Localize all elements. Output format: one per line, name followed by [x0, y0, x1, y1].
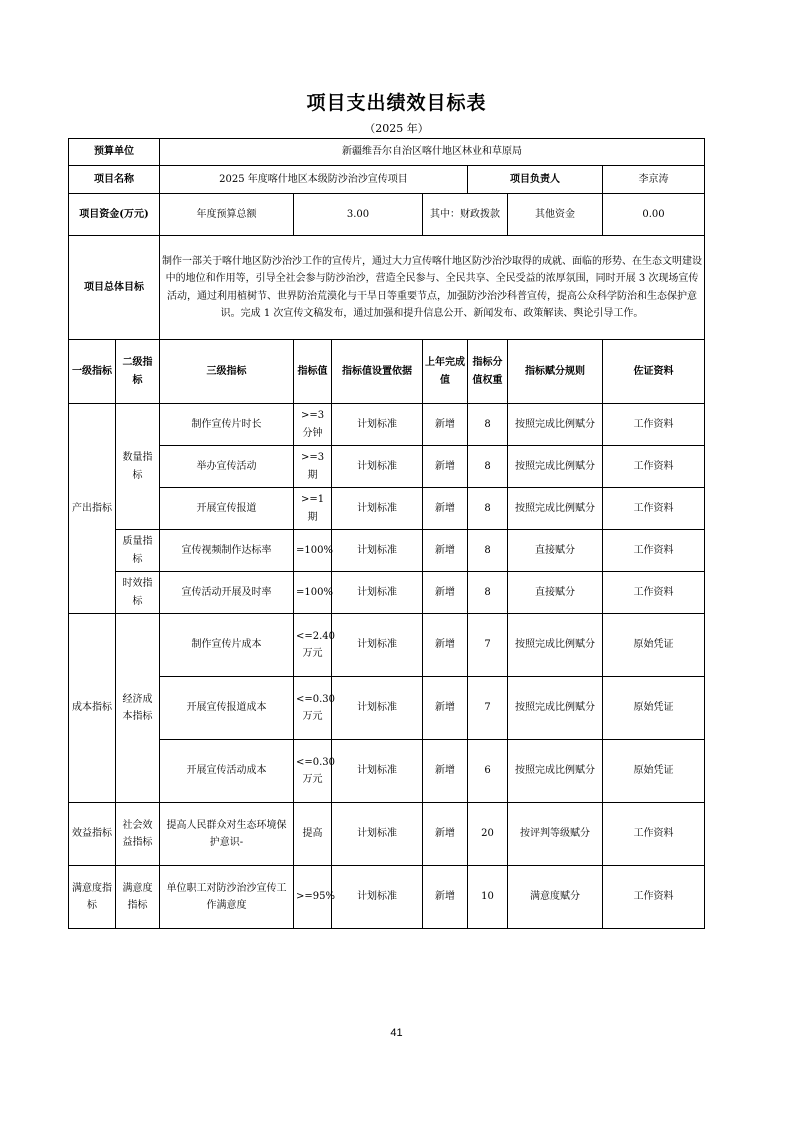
indicator-basis: 计划标准	[332, 572, 423, 614]
indicator-weight: 20	[468, 803, 508, 866]
table-row	[69, 740, 705, 803]
indicator-value: >=3分钟	[294, 404, 332, 446]
header-last-year: 上年完成值	[423, 340, 468, 404]
indicator-basis: 计划标准	[332, 614, 423, 677]
indicator-basis: 计划标准	[332, 677, 423, 740]
indicator-value: >=1期	[294, 488, 332, 530]
indicator-basis: 计划标准	[332, 488, 423, 530]
indicator-last-year: 新增	[423, 446, 468, 488]
indicator-rule: 满意度赋分	[508, 866, 603, 929]
project-name-label: 项目名称	[69, 166, 160, 194]
indicator-evidence: 原始凭证	[603, 614, 705, 677]
indicator-rule: 直接赋分	[508, 530, 603, 572]
indicator-weight: 10	[468, 866, 508, 929]
indicator-name: 制作宣传片成本	[160, 614, 294, 677]
indicator-last-year: 新增	[423, 740, 468, 803]
indicator-weight: 6	[468, 740, 508, 803]
subgroup-social-benefit: 社会效益指标	[116, 803, 160, 866]
goal-text: 制作一部关于喀什地区防沙治沙工作的宣传片，通过大力宣传喀什地区防沙治沙取得的成就、面临的形势、在生态文明建设中的地位和作用等，引导全社会参与防沙治沙，营造全民参与、全民共享、全民受益的浓厚氛围，同时开展 3 次现场宣传活动，通过利用植树节、世界防治荒漠化与干旱日等重要节点，加强防沙治沙科普宣传，提高公众科学防治和生态保护意识。完成 1 次宣传文稿发布，通过加强和提升信息公开、新闻发布、政策解读、舆论引导工作。	[160, 236, 705, 340]
header-level3: 三级指标	[160, 340, 294, 404]
indicator-evidence: 工作资料	[603, 866, 705, 929]
indicator-name: 单位职工对防沙治沙宣传工作满意度	[160, 866, 294, 929]
indicator-evidence: 工作资料	[603, 803, 705, 866]
funds-label: 项目资金(万元)	[69, 194, 160, 236]
page-title: 项目支出绩效目标表	[306, 92, 487, 114]
header-evidence: 佐证资料	[603, 340, 705, 404]
indicator-value: =100%	[294, 572, 332, 614]
funds-row	[69, 194, 705, 236]
year-label: （2025 年）	[364, 122, 429, 135]
indicator-last-year: 新增	[423, 572, 468, 614]
indicator-rule: 按照完成比例赋分	[508, 446, 603, 488]
page-number: 41	[390, 1027, 403, 1039]
table-row	[69, 677, 705, 740]
indicator-evidence: 原始凭证	[603, 677, 705, 740]
indicator-rule: 按照完成比例赋分	[508, 740, 603, 803]
header-weight: 指标分值权重	[468, 340, 508, 404]
table-row	[69, 488, 705, 530]
indicator-evidence: 工作资料	[603, 488, 705, 530]
table-row	[69, 572, 705, 614]
indicator-weight: 7	[468, 614, 508, 677]
indicator-value: <=2.40万元	[294, 614, 332, 677]
indicator-evidence: 工作资料	[603, 446, 705, 488]
budget-unit-value: 新疆维吾尔自治区喀什地区林业和草原局	[160, 139, 705, 166]
goal-label: 项目总体目标	[69, 236, 160, 340]
indicator-value: >=3期	[294, 446, 332, 488]
project-leader-value: 李京涛	[603, 166, 705, 194]
table-row	[69, 446, 705, 488]
other-funds-value: 0.00	[603, 194, 705, 236]
indicator-basis: 计划标准	[332, 404, 423, 446]
indicator-name: 举办宣传活动	[160, 446, 294, 488]
indicator-name: 开展宣传活动成本	[160, 740, 294, 803]
header-basis: 指标值设置依据	[332, 340, 423, 404]
group-output: 产出指标	[69, 404, 116, 614]
indicator-name: 开展宣传报道	[160, 488, 294, 530]
indicator-value: >=95%	[294, 866, 332, 929]
indicator-rule: 按照完成比例赋分	[508, 614, 603, 677]
goal-row	[69, 236, 705, 340]
table-row	[69, 404, 705, 446]
header-rule: 指标赋分规则	[508, 340, 603, 404]
indicator-weight: 8	[468, 446, 508, 488]
table-row	[69, 803, 705, 866]
subgroup-quality: 质量指标	[116, 530, 160, 572]
indicator-value: =100%	[294, 530, 332, 572]
header-row	[69, 340, 705, 404]
indicator-value: <=0.30万元	[294, 740, 332, 803]
indicator-basis: 计划标准	[332, 740, 423, 803]
subgroup-quantity: 数量指标	[116, 404, 160, 530]
indicator-name: 宣传活动开展及时率	[160, 572, 294, 614]
indicator-value: 提高	[294, 803, 332, 866]
indicator-evidence: 工作资料	[603, 572, 705, 614]
other-funds-label: 其他资金	[508, 194, 603, 236]
fiscal-label: 其中：财政拨款	[423, 194, 508, 236]
indicator-last-year: 新增	[423, 404, 468, 446]
indicator-basis: 计划标准	[332, 803, 423, 866]
indicator-evidence: 工作资料	[603, 530, 705, 572]
indicator-weight: 8	[468, 572, 508, 614]
indicator-value: <=0.30万元	[294, 677, 332, 740]
project-name-value: 2025 年度喀什地区本级防沙治沙宣传项目	[160, 166, 468, 194]
indicator-rule: 按评判等级赋分	[508, 803, 603, 866]
performance-table	[68, 138, 705, 929]
budget-unit-row	[69, 139, 705, 166]
group-benefit: 效益指标	[69, 803, 116, 866]
indicator-rule: 按照完成比例赋分	[508, 404, 603, 446]
indicator-rule: 按照完成比例赋分	[508, 677, 603, 740]
annual-total-label: 年度预算总额	[160, 194, 294, 236]
group-cost: 成本指标	[69, 614, 116, 803]
indicator-last-year: 新增	[423, 677, 468, 740]
indicator-weight: 8	[468, 404, 508, 446]
header-level2: 二级指标	[116, 340, 160, 404]
indicator-evidence: 工作资料	[603, 404, 705, 446]
indicator-name: 宣传视频制作达标率	[160, 530, 294, 572]
group-satisfaction: 满意度指标	[69, 866, 116, 929]
indicator-last-year: 新增	[423, 803, 468, 866]
indicator-name: 开展宣传报道成本	[160, 677, 294, 740]
subgroup-timeliness: 时效指标	[116, 572, 160, 614]
table-row	[69, 530, 705, 572]
indicator-last-year: 新增	[423, 866, 468, 929]
project-name-row	[69, 166, 705, 194]
table-row	[69, 866, 705, 929]
subgroup-economic-cost: 经济成本指标	[116, 614, 160, 803]
budget-unit-label: 预算单位	[69, 139, 160, 166]
indicator-evidence: 原始凭证	[603, 740, 705, 803]
project-leader-label: 项目负责人	[468, 166, 603, 194]
indicator-name: 制作宣传片时长	[160, 404, 294, 446]
indicator-rule: 直接赋分	[508, 572, 603, 614]
subgroup-satisfaction: 满意度指标	[116, 866, 160, 929]
indicator-weight: 8	[468, 488, 508, 530]
indicator-last-year: 新增	[423, 530, 468, 572]
indicator-rule: 按照完成比例赋分	[508, 488, 603, 530]
indicator-last-year: 新增	[423, 488, 468, 530]
indicator-basis: 计划标准	[332, 530, 423, 572]
header-level1: 一级指标	[69, 340, 116, 404]
indicator-name: 提高人民群众对生态环境保护意识-	[160, 803, 294, 866]
indicator-weight: 8	[468, 530, 508, 572]
header-value: 指标值	[294, 340, 332, 404]
annual-total-value: 3.00	[294, 194, 423, 236]
indicator-basis: 计划标准	[332, 866, 423, 929]
indicator-basis: 计划标准	[332, 446, 423, 488]
indicator-weight: 7	[468, 677, 508, 740]
table-row	[69, 614, 705, 677]
indicator-last-year: 新增	[423, 614, 468, 677]
